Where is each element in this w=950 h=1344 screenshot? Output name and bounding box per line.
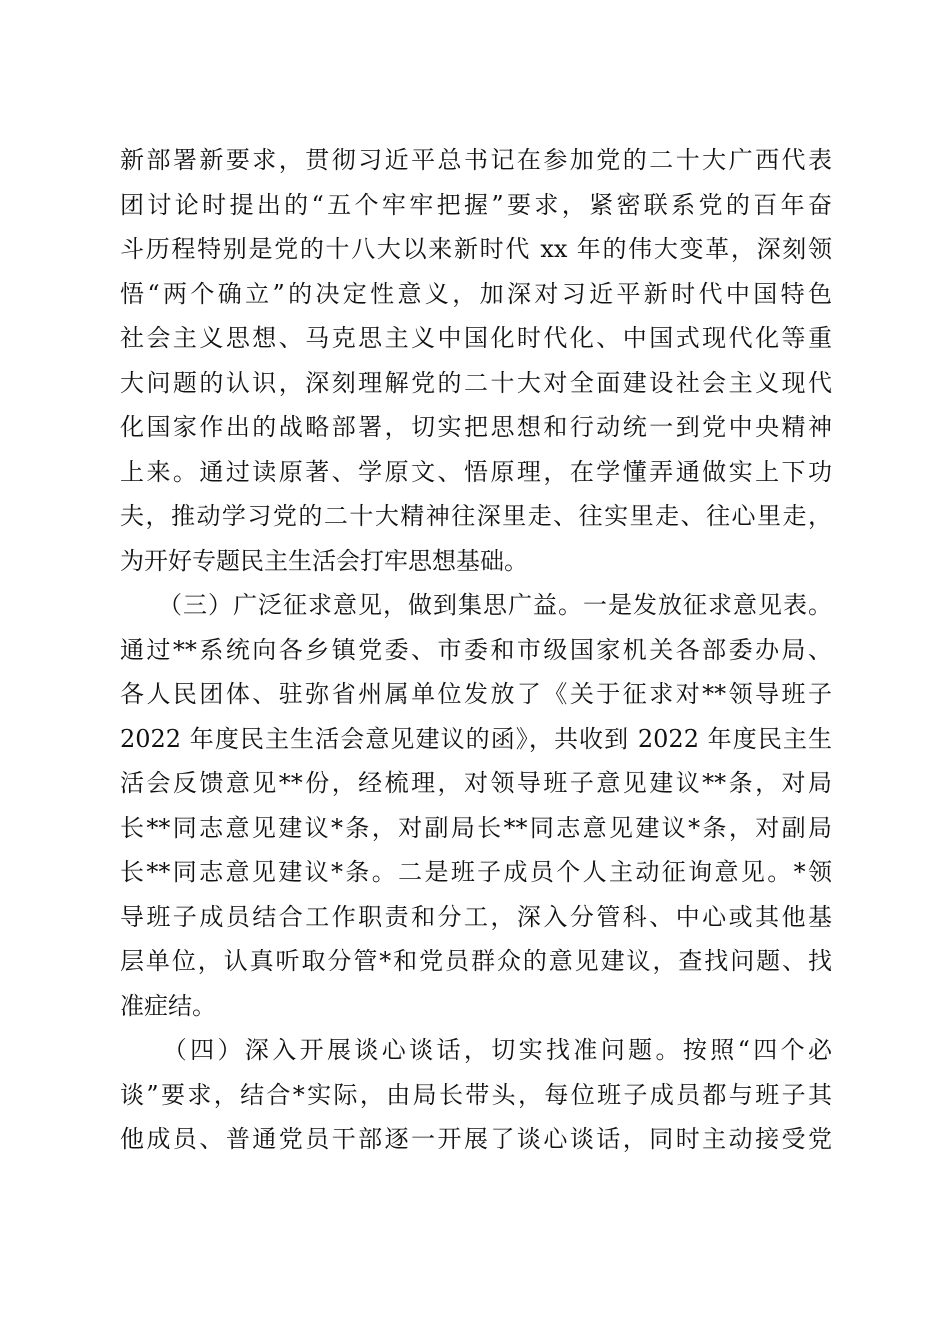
text-line: 长**同志意见建议*条，对副局长**同志意见建议*条，对副局 — [120, 813, 832, 842]
text-line: 团讨论时提出的“五个牢牢把握”要求，紧密联系党的百年奋 — [120, 190, 832, 219]
text-line: 活会反馈意见**份，经梳理，对领导班子意见建议**条，对局 — [120, 769, 832, 797]
text-line: 2022 年度民主生活会意见建议的函》，共收到 2022 年度民主生 — [120, 724, 832, 753]
text-line: 为开好专题民主生活会打牢思想基础。 — [120, 546, 528, 575]
text-line: 社会主义思想、马克思主义中国化时代化、中国式现代化等重 — [120, 324, 832, 352]
text-line: 导班子成员结合工作职责和分工，深入分管科、中心或其他基 — [120, 902, 832, 931]
text-line: 斗历程特别是党的十八大以来新时代 xx 年的伟大变革，深刻领 — [120, 235, 832, 263]
document-page — [120, 138, 832, 1162]
text-line: 悟“两个确立”的决定性意义，加深对习近平新时代中国特色 — [120, 279, 832, 308]
text-line: （四）深入开展谈心谈话，切实找准问题。按照“四个必 — [120, 1036, 832, 1064]
text-line: 他成员、普通党员干部逐一开展了谈心谈话，同时主动接受党 — [120, 1125, 832, 1153]
text-line: 各人民团体、驻弥省州属单位发放了《关于征求对**领导班子 — [120, 680, 832, 708]
text-line: 大问题的认识，深刻理解党的二十大对全面建设社会主义现代 — [120, 368, 832, 397]
text-line: 化国家作出的战略部署，切实把思想和行动统一到党中央精神 — [120, 413, 832, 441]
text-line: （三）广泛征求意见，做到集思广益。一是发放征求意见表。 — [120, 591, 832, 619]
text-line: 新部署新要求，贯彻习近平总书记在参加党的二十大广西代表 — [120, 146, 832, 174]
text-line: 准症结。 — [120, 991, 216, 1020]
text-line: 谈”要求，结合*实际，由局长带头，每位班子成员都与班子其 — [120, 1080, 832, 1109]
text-line: 上来。通过读原著、学原文、悟原理，在学懂弄通做实上下功 — [120, 457, 832, 486]
text-line: 通过**系统向各乡镇党委、市委和市级国家机关各部委办局、 — [120, 635, 832, 664]
text-line: 层单位，认真听取分管*和党员群众的意见建议，查找问题、找 — [120, 947, 832, 975]
text-line: 夫，推动学习党的二十大精神往深里走、往实里走、往心里走， — [120, 502, 832, 530]
text-line: 长**同志意见建议*条。二是班子成员个人主动征询意见。*领 — [120, 858, 832, 886]
